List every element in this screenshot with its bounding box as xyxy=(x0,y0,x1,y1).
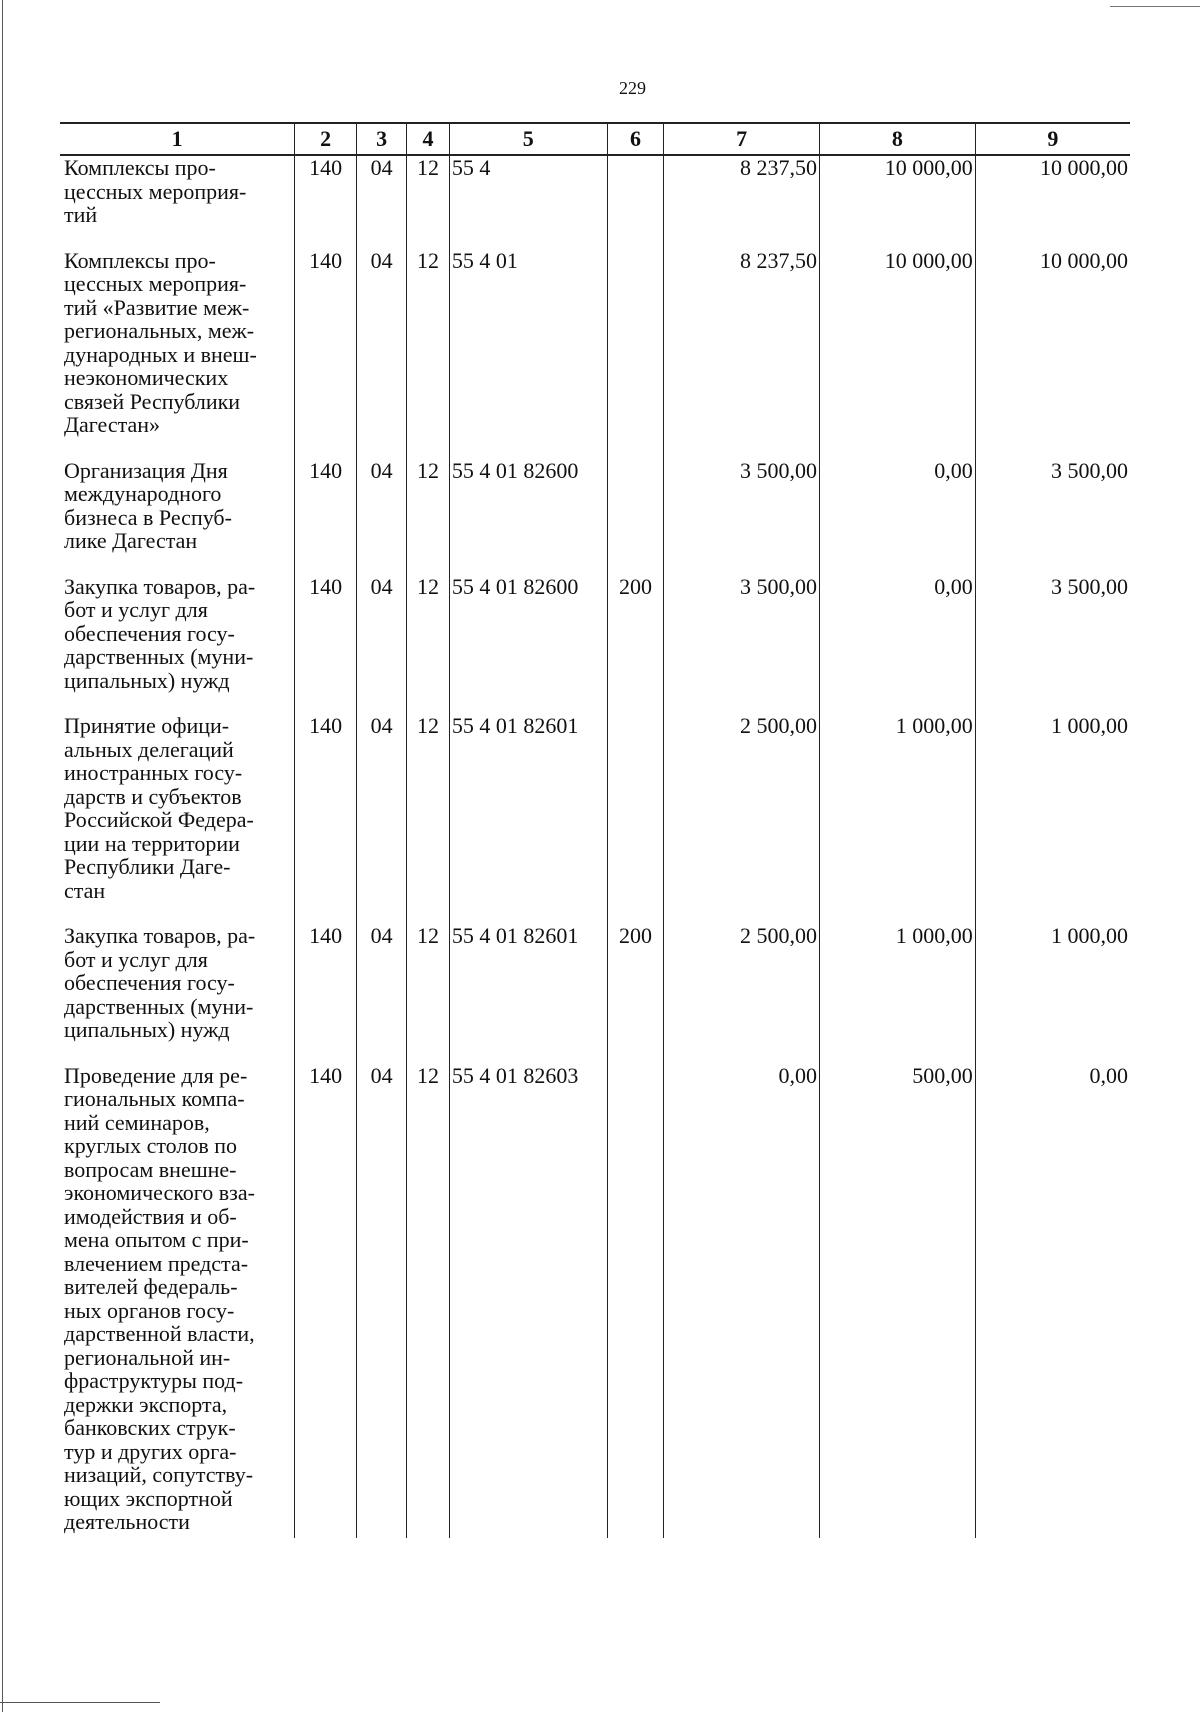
cell-amount-8: 500,00 xyxy=(820,1064,976,1538)
cell-col2: 140 xyxy=(295,575,357,715)
column-header-5: 5 xyxy=(449,123,607,155)
column-header-6: 6 xyxy=(607,123,664,155)
cell-code: 55 4 01 82603 xyxy=(449,1064,607,1538)
cell-amount-8: 1 000,00 xyxy=(820,714,976,924)
cell-col2: 140 xyxy=(295,1064,357,1538)
column-header-3: 3 xyxy=(357,123,407,155)
scan-edge-bottom xyxy=(0,1702,160,1703)
row-name: Принятие офици- альных делегаций иностранных госу- дарств и субъектов Российской Федера- ции на территории Республики Даге- стан xyxy=(64,713,254,903)
cell-col4: 12 xyxy=(407,459,450,575)
cell-col6 xyxy=(607,714,664,924)
cell-col3: 04 xyxy=(357,714,407,924)
cell-code: 55 4 01 82600 xyxy=(449,575,607,715)
cell-code: 55 4 01 xyxy=(449,249,607,459)
table-row xyxy=(60,249,1130,459)
cell-col4: 12 xyxy=(407,924,450,1064)
row-name: Организация Дня международного бизнеса в Респуб- лике Дагестан xyxy=(64,457,232,553)
cell-col2: 140 xyxy=(295,249,357,459)
cell-amount-7: 8 237,50 xyxy=(664,249,820,459)
cell-amount-8: 10 000,00 xyxy=(820,155,976,249)
cell-col4: 12 xyxy=(407,714,450,924)
cell-amount-9: 3 500,00 xyxy=(975,459,1130,575)
cell-col4: 12 xyxy=(407,1064,450,1538)
table-row xyxy=(60,575,1130,715)
column-header-1: 1 xyxy=(60,123,295,155)
row-name: Комплексы про- цессных мероприя- тий «Развитие меж- региональных, меж- дународных и внеш- неэкономических связей Республики Дагестан» xyxy=(64,247,257,437)
row-name: Комплексы про- цессных мероприя- тий xyxy=(64,155,247,227)
cell-col4: 12 xyxy=(407,575,450,715)
cell-amount-8: 0,00 xyxy=(820,575,976,715)
cell-amount-7: 2 500,00 xyxy=(664,924,820,1064)
row-name: Закупка товаров, ра- бот и услуг для обеспечения госу- дарственных (муни- ципальных) нужд xyxy=(64,573,256,693)
cell-amount-9: 0,00 xyxy=(975,1064,1130,1538)
cell-col6: 200 xyxy=(607,924,664,1064)
column-header-2: 2 xyxy=(295,123,357,155)
table-row xyxy=(60,714,1130,924)
cell-col6 xyxy=(607,1064,664,1538)
page-number: 229 xyxy=(619,78,646,98)
cell-amount-9: 10 000,00 xyxy=(975,155,1130,249)
cell-col4: 12 xyxy=(407,155,450,249)
cell-code: 55 4 xyxy=(449,155,607,249)
row-name: Закупка товаров, ра- бот и услуг для обеспечения госу- дарственных (муни- ципальных) нужд xyxy=(64,923,256,1042)
cell-col3: 04 xyxy=(357,1064,407,1538)
row-name: Проведение для ре- гиональных компа- ний семинаров, круглых столов по вопросам внешне- экономического вза- имодействия и об- мена опытом с при- влечением предста- вителей федераль- ных органов госу- дарственной власти, региональной ин- фраструктуры под- держки экспорта, банковских струк- тур и других орга- низаций, сопутству- ющих экспортной деятельности xyxy=(64,1062,255,1534)
cell-amount-9: 3 500,00 xyxy=(975,575,1130,715)
cell-amount-9: 10 000,00 xyxy=(975,249,1130,459)
cell-col3: 04 xyxy=(357,459,407,575)
column-header-4: 4 xyxy=(407,123,450,155)
cell-col2: 140 xyxy=(295,924,357,1064)
cell-amount-7: 8 237,50 xyxy=(664,155,820,249)
cell-code: 55 4 01 82601 xyxy=(449,714,607,924)
cell-col3: 04 xyxy=(357,924,407,1064)
table-body xyxy=(60,155,1130,1538)
cell-amount-8: 1 000,00 xyxy=(820,924,976,1064)
cell-amount-7: 3 500,00 xyxy=(664,459,820,575)
cell-col6 xyxy=(607,249,664,459)
table-row xyxy=(60,155,1130,249)
table-row xyxy=(60,459,1130,575)
scan-edge-top xyxy=(1110,6,1200,7)
cell-amount-8: 10 000,00 xyxy=(820,249,976,459)
cell-amount-7: 3 500,00 xyxy=(664,575,820,715)
cell-amount-9: 1 000,00 xyxy=(975,714,1130,924)
cell-code: 55 4 01 82601 xyxy=(449,924,607,1064)
cell-col2: 140 xyxy=(295,459,357,575)
cell-col2: 140 xyxy=(295,155,357,249)
cell-col6: 200 xyxy=(607,575,664,715)
cell-col2: 140 xyxy=(295,714,357,924)
column-header-8: 8 xyxy=(820,123,976,155)
cell-code: 55 4 01 82600 xyxy=(449,459,607,575)
cell-amount-7: 0,00 xyxy=(664,1064,820,1538)
cell-col3: 04 xyxy=(357,155,407,249)
table-row xyxy=(60,1064,1130,1538)
cell-col3: 04 xyxy=(357,249,407,459)
cell-col4: 12 xyxy=(407,249,450,459)
column-header-9: 9 xyxy=(975,123,1130,155)
cell-col6 xyxy=(607,459,664,575)
column-header-7: 7 xyxy=(664,123,820,155)
cell-amount-8: 0,00 xyxy=(820,459,976,575)
header-row xyxy=(60,123,1130,155)
table-row xyxy=(60,924,1130,1064)
cell-amount-7: 2 500,00 xyxy=(664,714,820,924)
cell-col3: 04 xyxy=(357,575,407,715)
cell-col6 xyxy=(607,155,664,249)
cell-amount-9: 1 000,00 xyxy=(975,924,1130,1064)
scan-edge-left xyxy=(2,0,3,1712)
budget-table xyxy=(60,122,1130,1538)
